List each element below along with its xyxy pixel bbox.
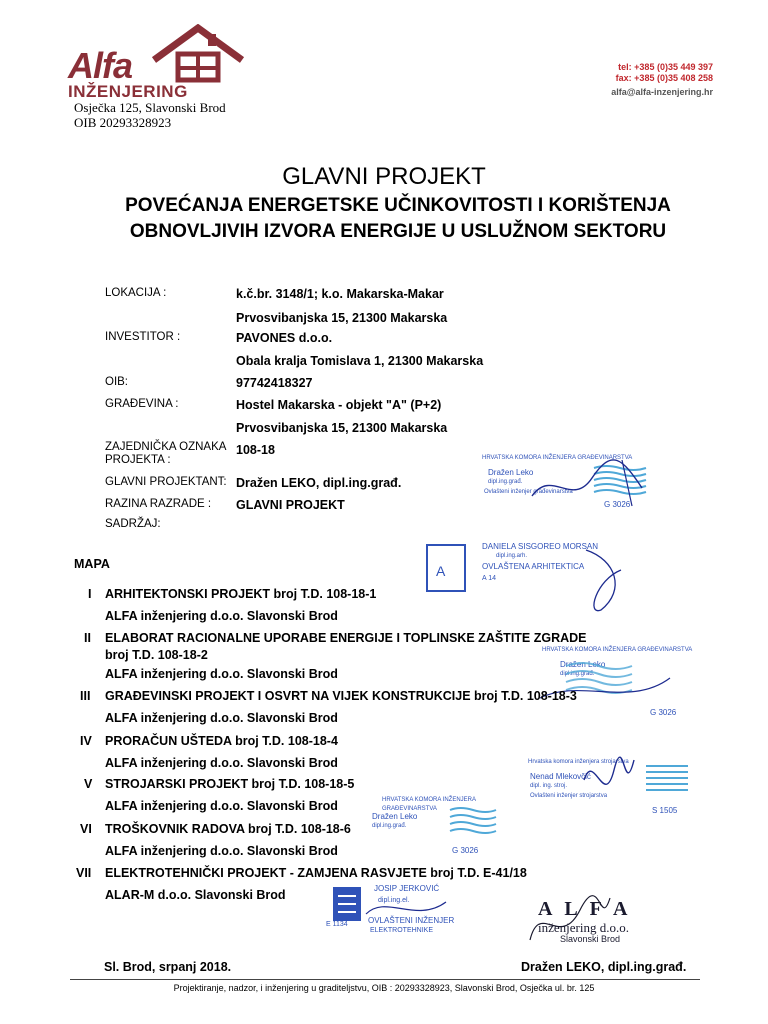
electrical-stamp: [326, 884, 486, 944]
architect-stamp-letter: A: [436, 563, 446, 579]
footer-company-line: Projektiranje, nadzor, i inženjering u graditeljstvu, OIB : 20293328923, Slavonski Brod, Osječka ul. br. 125: [173, 983, 595, 993]
oib-label: OIB:: [105, 376, 129, 388]
projektant-label: GLAVNI PROJEKTANT:: [105, 476, 227, 488]
mapa-item-2-line-2: broj T.D. 108-18-2: [105, 648, 208, 662]
lokacija-value-2: Prvosvibanjska 15, 21300 Makarska: [236, 311, 448, 325]
leko-stamp-2-number: G 3026: [650, 708, 677, 717]
leko-stamp-authorized: Ovlašteni inženjer građevinarstva: [484, 489, 573, 495]
razina-value: GLAVNI PROJEKT: [236, 498, 345, 512]
mapa-item-1-line-1: ARHITEKTONSKI PROJEKT broj T.D. 108-18-1: [105, 587, 377, 601]
gradevina-value-1: Hostel Makarska - objekt "A" (P+2): [236, 398, 442, 412]
mechanical-signature-icon: [524, 740, 704, 820]
leko-stamp-chamber: HRVATSKA KOMORA INŽENJERA GRAĐEVINARSTVA: [482, 455, 633, 461]
document-title: GLAVNI PROJEKT: [282, 163, 486, 190]
mapa-item-2-line-3: ALFA inženjering d.o.o. Slavonski Brod: [105, 667, 338, 681]
architect-stamp-name: DANIELA SISGOREO MORSAN: [482, 542, 599, 551]
leko-stamp-number: G 3026: [604, 500, 631, 509]
subtitle-line-2: OBNOVLJIVIH IZVORA ENERGIJE U USLUŽNOM SEKTORU: [129, 221, 667, 242]
contact-fax: fax: +385 (0)35 408 258: [615, 73, 713, 83]
signatory-name: Dražen LEKO, dipl.ing.građ.: [521, 960, 687, 974]
company-stamp-name: A L F A: [538, 898, 632, 920]
logo-subtitle: INŽENJERING: [68, 82, 188, 101]
mapa-item-2-line-1: ELABORAT RACIONALNE UPORABE ENERGIJE I TOPLINSKE ZAŠTITE ZGRADE: [105, 631, 587, 645]
oznaka-label-1: ZAJEDNIČKA OZNAKA: [105, 441, 227, 453]
mapa-item-5-number: V: [84, 777, 93, 791]
leko-stamp-3-name: Dražen Leko: [372, 812, 418, 821]
contact-tel: tel: +385 (0)35 449 397: [618, 62, 713, 72]
mapa-item-1-line-2: ALFA inženjering d.o.o. Slavonski Brod: [105, 609, 338, 623]
mechanical-stamp-name: Nenad Mlekovčić: [530, 772, 591, 781]
place-date: Sl. Brod, srpanj 2018.: [104, 960, 232, 974]
leko-stamp-2-title: dipl.ing.građ.: [560, 671, 595, 677]
company-stamp: [520, 890, 700, 960]
razina-label: RAZINA RAZRADE :: [105, 498, 212, 510]
mapa-heading: MAPA: [74, 557, 110, 571]
architect-stamp-number: A 14: [482, 575, 497, 582]
leko-stamp-2-chamber: HRVATSKA KOMORA INŽENJERA GRAĐEVINARSTVA: [542, 647, 693, 653]
mapa-item-6-line-2: ALFA inženjering d.o.o. Slavonski Brod: [105, 844, 338, 858]
gradevina-value-2: Prvosvibanjska 15, 21300 Makarska: [236, 421, 448, 435]
mapa-item-3-number: III: [80, 689, 91, 703]
leko-stamp-3-chamber: HRVATSKA KOMORA INŽENJERA GRAĐEVINARSTVA: [382, 797, 476, 812]
mapa-item-7-number: VII: [76, 866, 92, 880]
oznaka-label-2: PROJEKTA :: [105, 454, 171, 466]
gradevina-label: GRAĐEVINA :: [105, 398, 179, 410]
mapa-item-2-number: II: [84, 631, 91, 645]
electrical-stamp-number: E 1134: [326, 921, 348, 928]
leko-stamp-3: [362, 792, 512, 862]
leko-stamp-2-name: Dražen Leko: [560, 660, 606, 669]
architect-stamp-authorized: OVLAŠTENA ARHITEKTICA: [482, 562, 585, 571]
electrical-stamp-title: dipl.ing.el.: [378, 897, 410, 904]
lokacija-label: LOKACIJA :: [105, 287, 167, 299]
mapa-item-3-line-2: ALFA inženjering d.o.o. Slavonski Brod: [105, 711, 338, 725]
leko-stamp-name: Dražen Leko: [488, 468, 534, 477]
projektant-value: Dražen LEKO, dipl.ing.građ.: [236, 476, 402, 490]
sadrzaj-label: SADRŽAJ:: [105, 518, 161, 530]
company-signature-icon: [520, 890, 700, 960]
electrical-stamp-authorized: OVLAŠTENI INŽENJER: [368, 916, 455, 925]
company-address: Osječka 125, Slavonski Brod: [74, 100, 226, 115]
logo-wordmark: Alfa: [68, 45, 133, 86]
electrical-signature-icon: [326, 884, 486, 944]
leko-stamp-3-number: G 3026: [452, 846, 479, 855]
company-oib: OIB 20293328923: [74, 115, 172, 130]
leko-stamp-2: [520, 638, 700, 722]
mechanical-stamp-chamber: Hrvatska komora inženjera strojarstva: [528, 759, 629, 765]
leko-signature-icon: [472, 448, 662, 516]
architect-signature-icon: [426, 540, 656, 620]
mapa-item-7-line-1: ELEKTROTEHNIČKI PROJEKT - ZAMJENA RASVJETE broj T.D. E-41/18: [105, 866, 527, 880]
leko-stamp-3-seal-icon: [448, 806, 498, 840]
mapa-item-6-line-1: TROŠKOVNIK RADOVA broj T.D. 108-18-6: [105, 822, 351, 836]
electrical-stamp-name: JOSIP JERKOVIĆ: [374, 884, 440, 893]
leko-stamp-title: dipl.ing.građ.: [488, 479, 523, 485]
mapa-item-6-number: VI: [80, 822, 92, 836]
mapa-item-7-line-2: ALAR-M d.o.o. Slavonski Brod: [105, 888, 286, 902]
leko-stamp-3-title: dipl.ing.građ.: [372, 823, 407, 829]
mechanical-stamp: [524, 740, 704, 820]
mapa-item-4-line-1: PRORAČUN UŠTEDA broj T.D. 108-18-4: [105, 734, 338, 748]
mapa-item-5-line-1: STROJARSKI PROJEKT broj T.D. 108-18-5: [105, 777, 355, 791]
leko-stamp-1: [472, 448, 662, 516]
subtitle-line-1: POVEĆANJA ENERGETSKE UČINKOVITOSTI I KORIŠTENJA: [125, 195, 671, 216]
mapa-item-4-line-2: ALFA inženjering d.o.o. Slavonski Brod: [105, 756, 338, 770]
oznaka-value: 108-18: [236, 443, 275, 457]
mechanical-stamp-authorized: Ovlašteni inženjer strojarstva: [530, 793, 608, 799]
mechanical-stamp-title: dipl. ing. stroj.: [530, 783, 568, 789]
contact-email[interactable]: alfa@alfa-inzenjering.hr: [611, 87, 713, 97]
lokacija-value-1: k.č.br. 3148/1; k.o. Makarska-Makar: [236, 287, 444, 301]
architect-stamp: [426, 540, 656, 620]
oib-value: 97742418327: [236, 376, 313, 390]
mapa-item-5-line-2: ALFA inženjering d.o.o. Slavonski Brod: [105, 799, 338, 813]
electrical-stamp-field: ELEKTROTEHNIKE: [370, 927, 434, 934]
footer-divider: [70, 979, 700, 980]
investitor-label: INVESTITOR :: [105, 331, 181, 343]
leko-signature-2-icon: [520, 638, 700, 722]
architect-stamp-title: dipl.ing.arh.: [496, 553, 528, 559]
mapa-item-4-number: IV: [80, 734, 92, 748]
investitor-value-1: PAVONES d.o.o.: [236, 331, 333, 345]
company-stamp-city: Slavonski Brod: [560, 934, 621, 944]
mechanical-stamp-number: S 1505: [652, 806, 678, 815]
investitor-value-2: Obala kralja Tomislava 1, 21300 Makarska: [236, 354, 484, 368]
logo-house-icon: [150, 24, 246, 84]
mapa-item-1-number: I: [88, 587, 92, 601]
mapa-item-3-line-1: GRAĐEVINSKI PROJEKT I OSVRT NA VIJEK KONSTRUKCIJE broj T.D. 108-18-3: [105, 689, 577, 703]
company-stamp-type: inženjering d.o.o.: [538, 920, 629, 935]
